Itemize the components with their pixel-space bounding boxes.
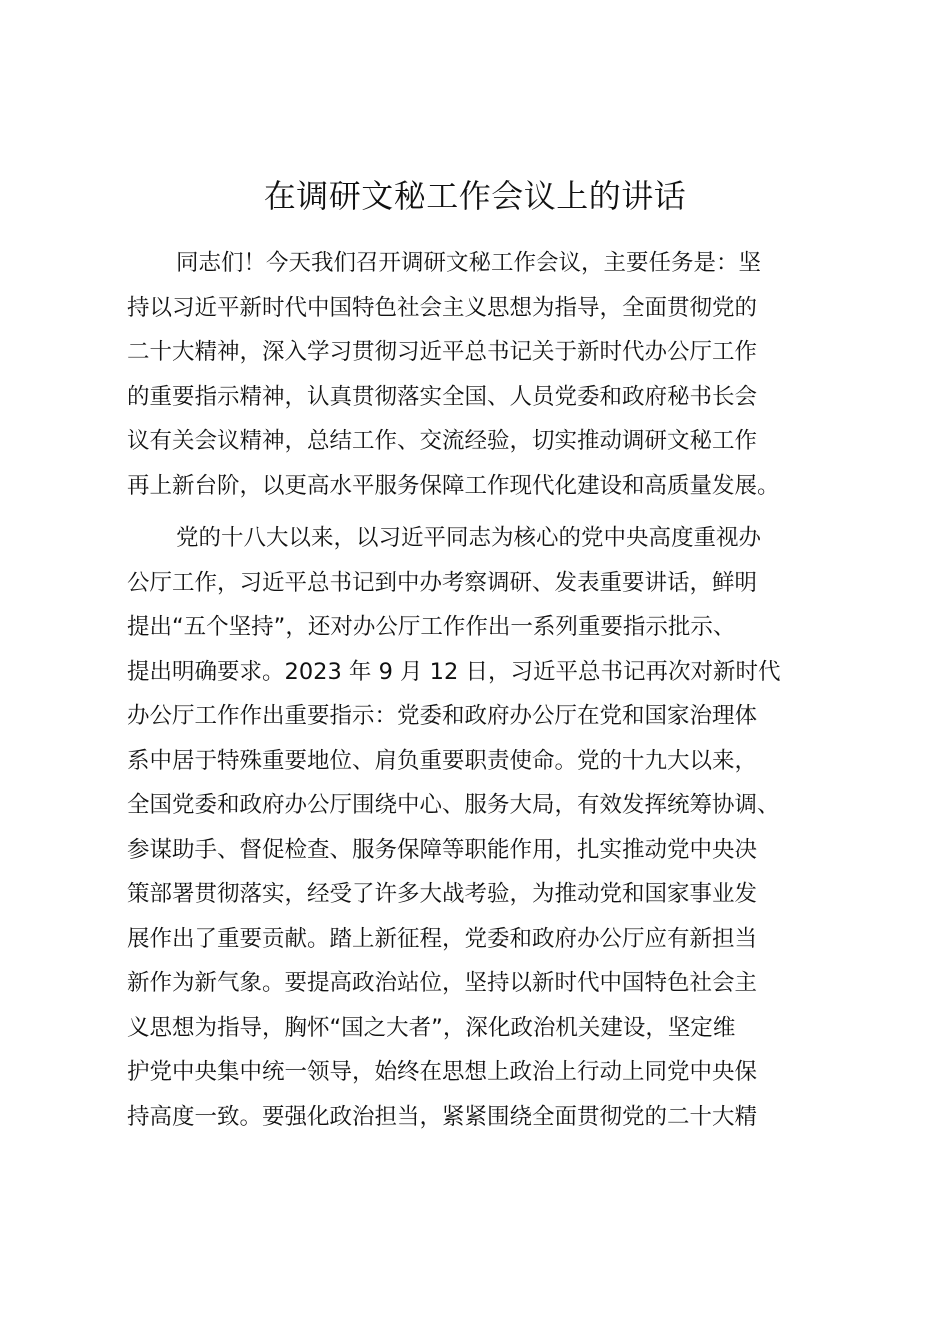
text-line: 策部署贯彻落实，经受了许多大战考验，为推动党和国家事业发 <box>127 881 758 907</box>
text-line: 公厅工作，习近平总书记到中办考察调研、发表重要讲话，鲜明 <box>127 569 758 596</box>
text-line: 新作为新气象。要提高政治站位，坚持以新时代中国特色社会主 <box>127 970 758 996</box>
text-line: 全国党委和政府办公厅围绕中心、服务大局，有效发挥统筹协调、 <box>127 792 780 818</box>
document-body <box>127 241 839 1139</box>
paragraph-1 <box>127 241 839 508</box>
paragraph-2 <box>127 516 839 1139</box>
text-line: 再上新台阶，以更高水平服务保障工作现代化建设和高质量发展。 <box>127 472 780 499</box>
text-line: 系中居于特殊重要地位、肩负重要职责使命。党的十九大以来， <box>127 747 758 774</box>
text-line: 党的十八大以来，以习近平同志为核心的党中央高度重视办 <box>176 525 762 551</box>
text-line: 持高度一致。要强化政治担当，紧紧围绕全面贯彻党的二十大精 <box>127 1103 758 1130</box>
text-line: 的重要指示精神，认真贯彻落实全国、人员党委和政府秘书长会 <box>127 383 758 410</box>
text-line: 提出明确要求。2023 年 9 月 12 日，习近平总书记再次对新时代 <box>127 658 781 685</box>
text-line: 同志们！今天我们召开调研文秘工作会议，主要任务是：坚 <box>176 250 762 276</box>
text-line: 持以习近平新时代中国特色社会主义思想为指导，全面贯彻党的 <box>127 294 758 321</box>
text-line: 议有关会议精神，总结工作、交流经验，切实推动调研文秘工作 <box>127 428 758 454</box>
text-line: 办公厅工作作出重要指示：党委和政府办公厅在党和国家治理体 <box>127 703 758 729</box>
text-line: 展作出了重要贡献。踏上新征程，党委和政府办公厅应有新担当 <box>127 925 758 952</box>
text-line: 提出“五个坚持”，还对办公厅工作作出一系列重要指示批示、 <box>127 614 736 640</box>
document-title: 在调研文秘工作会议上的讲话 <box>263 177 687 215</box>
text-line: 参谋助手、督促检查、服务保障等职能作用，扎实推动党中央决 <box>127 836 758 863</box>
text-line: 义思想为指导，胸怀“国之大者”，深化政治机关建设，坚定维 <box>127 1014 736 1041</box>
text-line: 护党中央集中统一领导，始终在思想上政治上行动上同党中央保 <box>127 1059 758 1085</box>
text-line: 二十大精神，深入学习贯彻习近平总书记关于新时代办公厅工作 <box>127 339 758 365</box>
